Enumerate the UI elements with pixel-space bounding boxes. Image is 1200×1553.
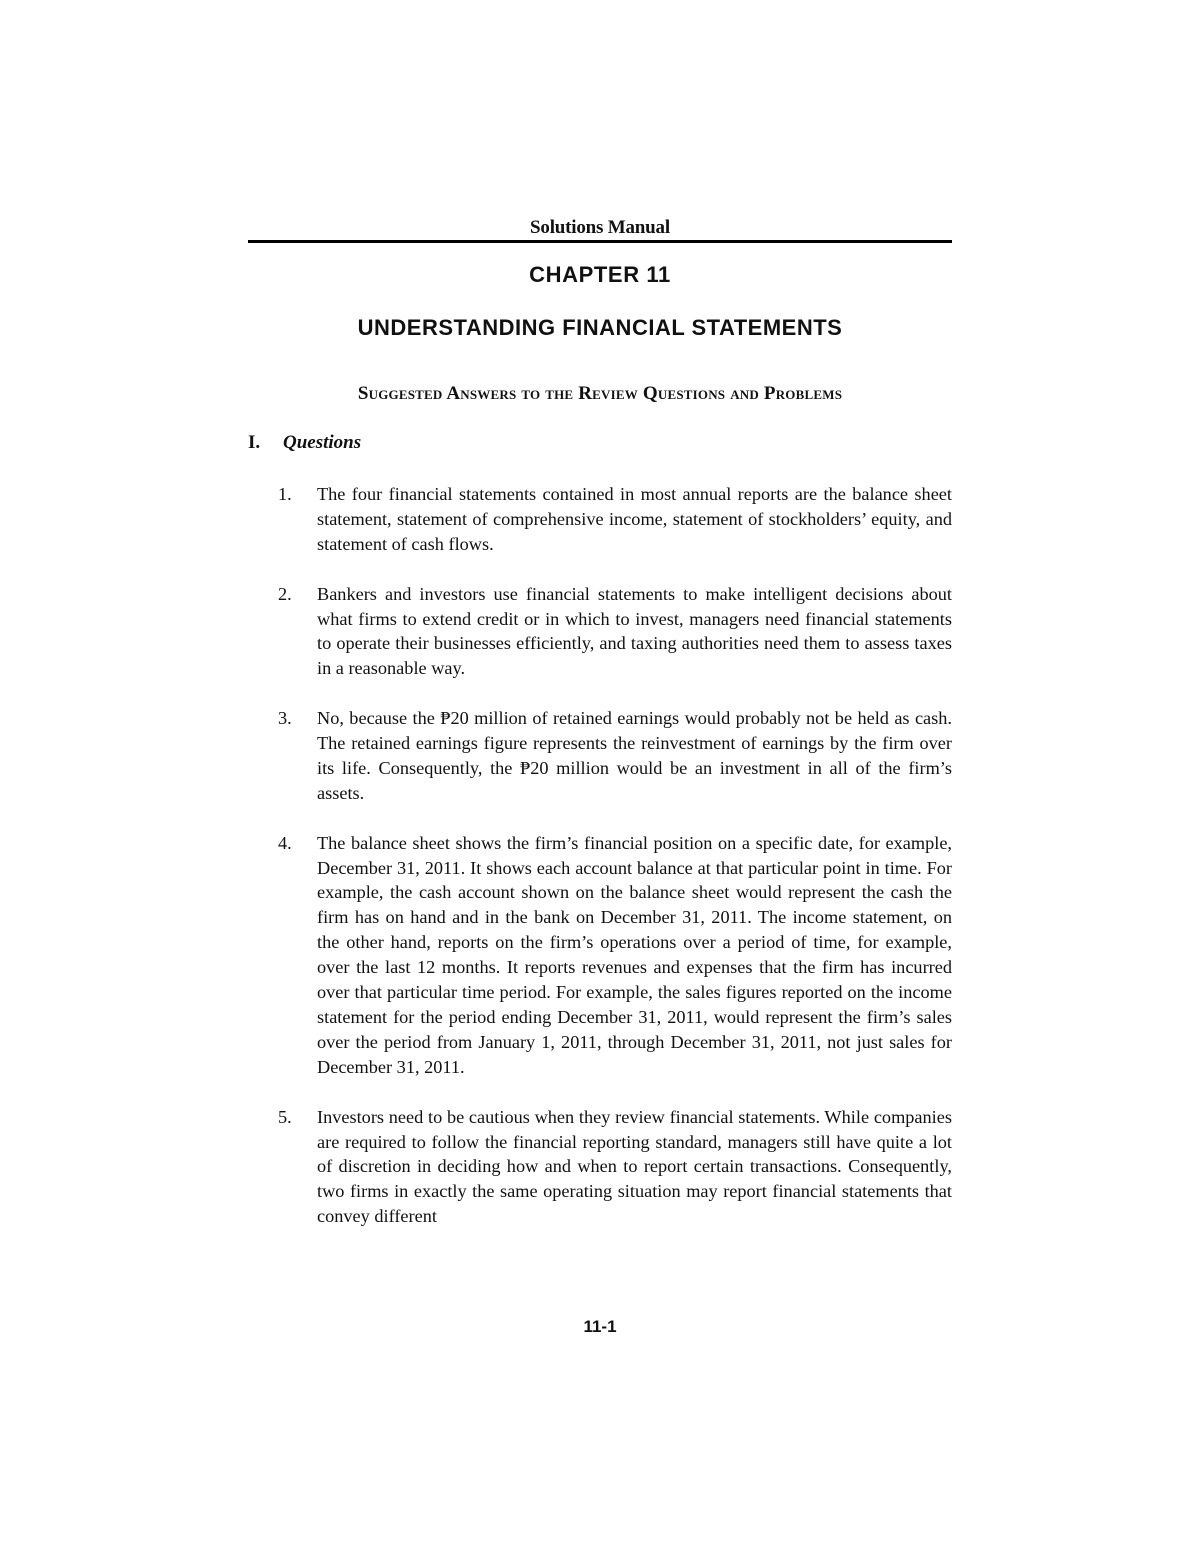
question-answer-text: Investors need to be cautious when they review financial statements. While companies are required to follow the financial reporting standard, managers still have quite a lot of discretion in deciding how and when to report certain transactions. Consequently, two firms in exactly the same operating situation may report financial statements that convey different [317,1106,952,1227]
question-number: 1. [278,484,292,504]
running-header: Solutions Manual [530,217,670,238]
question-answer-text: The balance sheet shows the firm’s financial position on a specific date, for example, December 31, 2011. It shows each account balance at that particular point in time. For example, the cash account shown on the balance sheet would represent the cash the firm has on hand and in the bank on December 31, 2011. The income statement, on the other hand, reports on the firm’s operations over a period of time, for example, over the last 12 months. It reports revenues and expenses that the firm has incurred over that particular time period. For example, the sales figures reported on the income statement for the period ending December 31, 2011, would represent the firm’s sales over the period from January 1, 2011, through December 31, 2011, not just sales for December 31, 2011. [317,832,952,1077]
question-item [278,706,952,806]
question-answer-text: No, because the ₱20 million of retained earnings would probably not be held as cash. The retained earnings figure represents the reinvestment of earnings by the firm over its life. Consequently, the ₱20 million would be an investment in all of the firm’s assets. [317,708,952,803]
question-number: 3. [278,708,292,729]
questions-list [278,482,952,1254]
question-item [278,582,952,682]
chapter-title: UNDERSTANDING FINANCIAL STATEMENTS [357,315,843,340]
question-answer-text: The four financial statements contained in most annual reports are the balance sheet statement, statement of comprehensive income, statement of stockholders’ equity, and statement of cash flows. [317,484,952,554]
page-number: 11-1 [583,1317,617,1336]
question-number: 2. [278,583,292,604]
question-item [278,482,952,557]
question-item [278,831,952,1080]
section-subtitle: Suggested Answers to the Review Questions and Problems [357,383,843,404]
question-number: 4. [278,832,292,853]
question-number: 5. [278,1106,292,1127]
section-heading [248,432,361,454]
question-item [278,1105,952,1230]
question-answer-text: Bankers and investors use financial statements to make intelligent decisions about what firms to extend credit or in which to invest, managers need financial statements to operate their businesses efficiently, and taxing authorities need them to assess taxes in a reasonable way. [317,583,952,679]
chapter-number: CHAPTER 11 [529,262,671,287]
header-rule [248,240,952,243]
section-number: I. [248,432,261,453]
section-label: Questions [283,432,362,453]
